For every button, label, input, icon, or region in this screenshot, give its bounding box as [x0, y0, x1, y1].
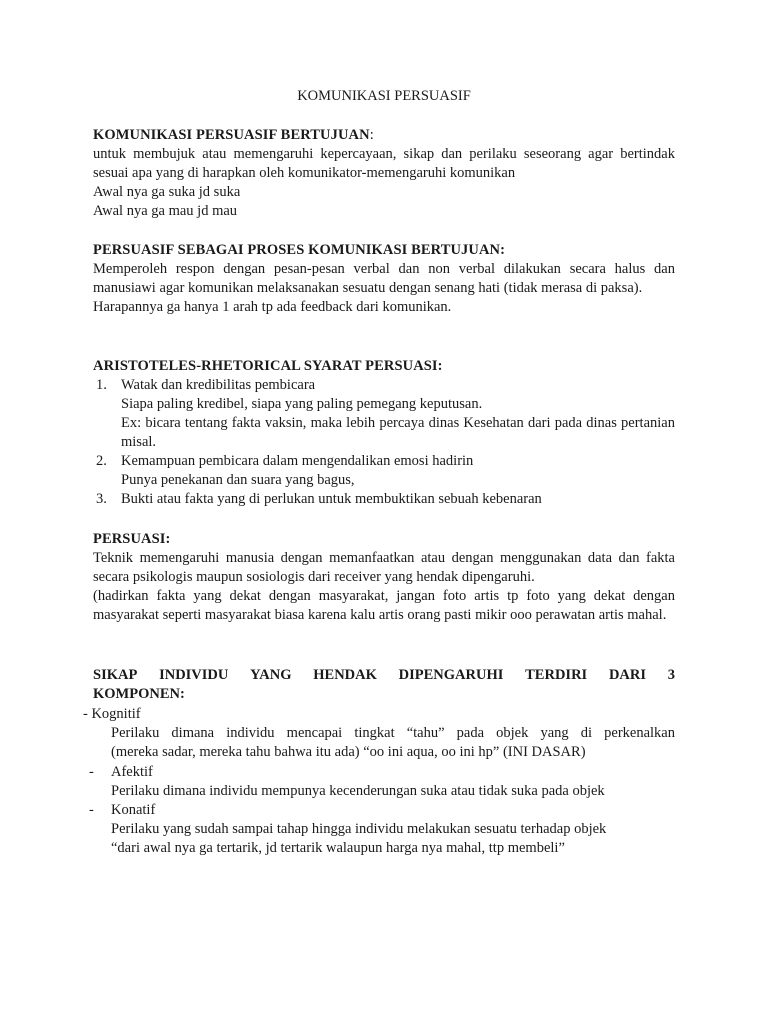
heading-word: SIKAP [93, 667, 138, 683]
section-line: Awal nya ga mau jd mau [93, 203, 238, 219]
heading-word: 3 [667, 667, 675, 683]
list-item-text: Kemampuan pembicara dalam mengendalikan emosi hadirin [121, 453, 474, 469]
section-line: Harapannya ga hanya 1 arah tp ada feedback dari komunikan. [93, 299, 452, 315]
heading-word: HENDAK [313, 667, 377, 683]
component-desc-line: Perilaku dimana individu mempunya kecenderungan suka atau tidak suka pada objek [111, 783, 605, 799]
numbered-list [93, 376, 675, 509]
section-heading: KOMUNIKASI PERSUASIF BERTUJUAN [93, 127, 370, 143]
list-item [93, 452, 675, 490]
list-item-sub: Siapa paling kredibel, siapa yang paling pemegang keputusan. [121, 396, 483, 412]
heading-colon: : [369, 127, 374, 143]
section-persuasi [93, 530, 675, 625]
heading-word: INDIVIDU [159, 667, 229, 683]
heading-word: YANG [250, 667, 292, 683]
section-aristoteles-heading [93, 357, 675, 376]
component-desc-line: (mereka sadar, mereka tahu bahwa itu ada) “oo ini aqua, oo ini hp” (INI DASAR) [111, 744, 586, 760]
component-desc-line: Perilaku dimana individu mencapai tingkat “tahu” pada objek yang di perkenalkan [111, 725, 675, 741]
heading-word: TERDIRI [525, 667, 588, 683]
list-number: 1. [96, 377, 107, 393]
section-sikap-heading [93, 666, 675, 704]
heading-word: DARI [608, 667, 646, 683]
list-item-text: Watak dan kredibilitas pembicara [121, 377, 316, 393]
component-description [111, 724, 675, 762]
list-item-text: Bukti atau fakta yang di perlukan untuk membuktikan sebuah kebenaran [121, 491, 542, 507]
section-paragraph: Teknik memengaruhi manusia dengan memanfaatkan atau dengan menggunakan data dan fakta secara psikologis maupun sosiologis dari receiver yang hendak dipengaruhi. [93, 550, 675, 585]
component-afektif-label: Afektif [111, 764, 153, 780]
component-dash: - [89, 764, 94, 780]
section-paragraph: (hadirkan fakta yang dekat dengan masyarakat, jangan foto artis tp foto yang dekat dengan masyarakat seperti masyarakat biasa karena kalu artis orang pasti mikir ooo perawatan artis mahal. [93, 588, 675, 623]
component-desc-line: Perilaku yang sudah sampai tahap hingga individu melakukan sesuatu terhadap objek [111, 821, 607, 837]
section-paragraph: Memperoleh respon dengan pesan-pesan verbal dan non verbal dilakukan secara halus dan manusiawi agar komunikan melaksanakan sesuatu dengan senang hati (tidak merasa di paksa). [93, 261, 675, 296]
list-item [93, 490, 675, 509]
list-number: 3. [96, 491, 107, 507]
section-heading: PERSUASI: [93, 531, 171, 547]
component-konatif-label: Konatif [111, 802, 156, 818]
section-bertujuan [93, 126, 675, 221]
section-line: Awal nya ga suka jd suka [93, 184, 241, 200]
section-paragraph: untuk membujuk atau memengaruhi kepercayaan, sikap dan perilaku seseorang agar bertindak sesuai apa yang di harapkan oleh komunikator-memengaruhi komunikan [93, 146, 675, 181]
list-number: 2. [96, 453, 107, 469]
component-desc-line: “dari awal nya ga tertarik, jd tertarik walaupun harga nya mahal, ttp membeli” [111, 840, 565, 856]
list-item-sub: Ex: bicara tentang fakta vaksin, maka lebih percaya dinas Kesehatan dari pada dinas pertanian misal. [121, 415, 675, 450]
heading-line [93, 666, 675, 685]
list-item-sub: Punya penekanan dan suara yang bagus, [121, 472, 355, 488]
section-heading: PERSUASIF SEBAGAI PROSES KOMUNIKASI BERTUJUAN: [93, 242, 506, 258]
heading-line: KOMPONEN: [93, 686, 185, 702]
component-description [111, 820, 675, 858]
list-item [93, 376, 675, 452]
heading-word: DIPENGARUHI [398, 667, 504, 683]
document-title: KOMUNIKASI PERSUASIF [297, 88, 471, 104]
section-proses [93, 241, 675, 317]
component-kognitif-label: - Kognitif [83, 706, 141, 722]
component-description [111, 782, 675, 801]
section-heading: ARISTOTELES-RHETORICAL SYARAT PERSUASI: [93, 358, 443, 374]
component-dash: - [89, 802, 94, 818]
